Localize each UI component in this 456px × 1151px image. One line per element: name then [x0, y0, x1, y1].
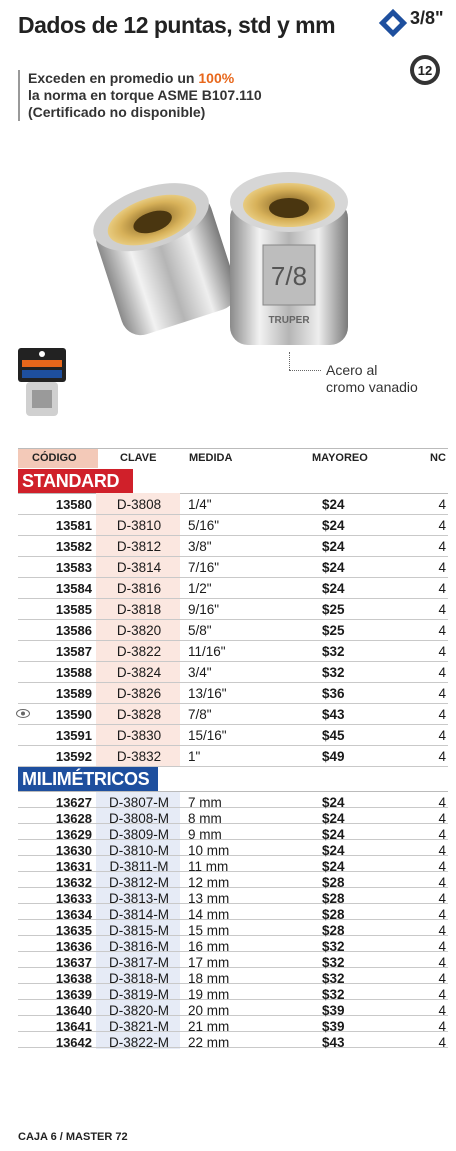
row-nc: 4 — [438, 539, 446, 554]
row-medida: 5/16" — [188, 518, 220, 533]
eye-icon — [16, 709, 30, 718]
row-medida: 15/16" — [188, 728, 227, 743]
row-codigo: 13582 — [55, 539, 92, 554]
table-row — [18, 746, 448, 767]
table-row — [18, 641, 448, 662]
metric-rows — [18, 792, 448, 1048]
row-medida: 21 mm — [188, 1019, 230, 1034]
table-row — [18, 840, 448, 856]
row-medida: 18 mm — [188, 971, 230, 986]
row-precio: $32 — [322, 971, 345, 986]
row-medida: 22 mm — [188, 1035, 230, 1050]
table-row — [18, 792, 448, 808]
row-codigo: 13580 — [55, 497, 92, 512]
table-row — [18, 599, 448, 620]
row-medida: 15 mm — [188, 923, 230, 938]
page-title: Dados de 12 puntas, std y mm — [18, 12, 336, 38]
section-metric: MILIMÉTRICOS — [18, 767, 158, 791]
row-nc: 4 — [438, 907, 446, 922]
row-nc: 4 — [438, 728, 446, 743]
row-nc: 4 — [438, 644, 446, 659]
row-clave: D-3819-M — [108, 987, 170, 1002]
points-badge-text: 12 — [417, 63, 433, 78]
row-codigo: 13638 — [55, 971, 92, 986]
row-nc: 4 — [438, 581, 446, 596]
header-clave: CLAVE — [120, 452, 157, 464]
row-codigo: 13631 — [55, 859, 92, 874]
row-precio: $24 — [322, 581, 345, 596]
row-nc: 4 — [438, 602, 446, 617]
row-codigo: 13589 — [55, 686, 92, 701]
row-nc: 4 — [438, 623, 446, 638]
row-precio: $24 — [322, 843, 345, 858]
row-codigo: 13640 — [55, 1003, 92, 1018]
row-nc: 4 — [438, 843, 446, 858]
row-codigo: 13641 — [55, 1019, 92, 1034]
row-medida: 7/8" — [188, 707, 212, 722]
row-codigo: 13634 — [55, 907, 92, 922]
table-row — [18, 1032, 448, 1048]
table-row — [18, 557, 448, 578]
row-precio: $28 — [322, 891, 345, 906]
row-precio: $32 — [322, 644, 345, 659]
row-codigo: 13591 — [55, 728, 92, 743]
row-codigo: 13635 — [55, 923, 92, 938]
table-row — [18, 808, 448, 824]
table-row — [18, 662, 448, 683]
row-medida: 13 mm — [188, 891, 230, 906]
row-medida: 5/8" — [188, 623, 212, 638]
row-clave: D-3820-M — [108, 1003, 170, 1018]
table-row — [18, 683, 448, 704]
row-clave: D-3820 — [116, 623, 162, 638]
table-row — [18, 888, 448, 904]
table-row — [18, 1016, 448, 1032]
table-row — [18, 968, 448, 984]
row-medida: 16 mm — [188, 939, 230, 954]
socket-front — [230, 172, 348, 345]
claim-highlight: 100% — [198, 70, 235, 86]
table-row — [18, 856, 448, 872]
row-codigo: 13632 — [55, 875, 92, 890]
row-nc: 4 — [438, 971, 446, 986]
row-medida: 9/16" — [188, 602, 220, 617]
row-precio: $24 — [322, 497, 345, 512]
row-clave: D-3810 — [116, 518, 162, 533]
row-clave: D-3807-M — [108, 795, 170, 810]
row-nc: 4 — [438, 891, 446, 906]
callout-line — [289, 352, 290, 370]
row-nc: 4 — [438, 560, 446, 575]
header-mayoreo: MAYOREO — [312, 452, 368, 464]
table-row — [18, 936, 448, 952]
table-row — [18, 536, 448, 557]
row-medida: 1/2" — [188, 581, 212, 596]
table-row — [18, 872, 448, 888]
row-precio: $24 — [322, 539, 345, 554]
row-clave: D-3817-M — [108, 955, 170, 970]
table-header — [18, 448, 448, 468]
row-clave: D-3824 — [116, 665, 162, 680]
row-codigo: 13633 — [55, 891, 92, 906]
table-row — [18, 920, 448, 936]
row-nc: 4 — [438, 749, 446, 764]
row-precio: $24 — [322, 827, 345, 842]
row-clave: D-3830 — [116, 728, 162, 743]
row-nc: 4 — [438, 875, 446, 890]
row-medida: 1" — [188, 749, 201, 764]
row-clave: D-3826 — [116, 686, 162, 701]
drive-size-label: 3/8" — [410, 8, 444, 28]
row-clave: D-3822-M — [108, 1035, 170, 1050]
row-clave: D-3816-M — [108, 939, 170, 954]
row-clave: D-3808 — [116, 497, 162, 512]
table-row — [18, 578, 448, 599]
row-clave: D-3828 — [116, 707, 162, 722]
table-row — [18, 824, 448, 840]
row-codigo: 13642 — [55, 1035, 92, 1050]
row-codigo: 13630 — [55, 843, 92, 858]
row-precio: $25 — [322, 623, 345, 638]
section-standard: STANDARD — [18, 469, 133, 493]
row-clave: D-3818 — [116, 602, 162, 617]
row-precio: $28 — [322, 907, 345, 922]
row-medida: 8 mm — [188, 811, 222, 826]
row-clave: D-3811-M — [109, 859, 169, 874]
row-codigo: 13629 — [55, 827, 92, 842]
row-nc: 4 — [438, 955, 446, 970]
row-medida: 3/8" — [188, 539, 212, 554]
row-precio: $24 — [322, 811, 345, 826]
socket-brand: TRUPER — [268, 315, 310, 326]
row-medida: 1/4" — [188, 497, 212, 512]
claim-line2: la norma en torque ASME B107.110 — [28, 87, 262, 103]
row-precio: $24 — [322, 859, 345, 874]
socket-back — [85, 170, 242, 340]
row-precio: $32 — [322, 939, 345, 954]
row-nc: 4 — [438, 827, 446, 842]
material-line2: cromo vanadio — [326, 379, 418, 395]
row-codigo: 13581 — [55, 518, 92, 533]
row-nc: 4 — [438, 1035, 446, 1050]
row-precio: $28 — [322, 923, 345, 938]
table-row — [18, 704, 448, 725]
row-codigo: 13628 — [55, 811, 92, 826]
claim-line3: (Certificado no disponible) — [28, 104, 206, 120]
row-codigo: 13592 — [55, 749, 92, 764]
row-nc: 4 — [438, 665, 446, 680]
row-precio: $39 — [322, 1003, 345, 1018]
table-row — [18, 952, 448, 968]
socket-engraving: 7/8 — [270, 261, 308, 291]
row-nc: 4 — [438, 518, 446, 533]
row-clave: D-3816 — [116, 581, 162, 596]
row-medida: 13/16" — [188, 686, 227, 701]
row-medida: 11 mm — [188, 859, 229, 874]
row-codigo: 13583 — [55, 560, 92, 575]
row-codigo: 13639 — [55, 987, 92, 1002]
row-precio: $24 — [322, 560, 345, 575]
row-clave: D-3814 — [116, 560, 162, 575]
row-precio: $43 — [322, 1035, 345, 1050]
material-note — [326, 362, 418, 396]
packaging-note: CAJA 6 / MASTER 72 — [18, 1131, 128, 1143]
square-drive-icon — [378, 8, 408, 38]
row-codigo: 13584 — [55, 581, 92, 596]
row-medida: 14 mm — [188, 907, 230, 922]
row-codigo: 13590 — [55, 707, 92, 722]
row-precio: $43 — [322, 707, 345, 722]
row-nc: 4 — [438, 811, 446, 826]
package-thumbnail — [18, 348, 66, 418]
row-codigo: 13587 — [55, 644, 92, 659]
row-precio: $24 — [322, 518, 345, 533]
row-precio: $45 — [322, 728, 345, 743]
row-medida: 7 mm — [188, 795, 222, 810]
row-nc: 4 — [438, 497, 446, 512]
row-codigo: 13588 — [55, 665, 92, 680]
standard-rows — [18, 494, 448, 767]
row-medida: 3/4" — [188, 665, 212, 680]
row-codigo: 13585 — [55, 602, 92, 617]
table-row — [18, 725, 448, 746]
row-clave: D-3815-M — [108, 923, 170, 938]
claim-line1-prefix: Exceden en promedio un — [28, 70, 199, 86]
row-medida: 19 mm — [188, 987, 230, 1002]
table-row — [18, 904, 448, 920]
row-nc: 4 — [438, 923, 446, 938]
row-precio: $32 — [322, 665, 345, 680]
row-medida: 9 mm — [188, 827, 222, 842]
row-precio: $28 — [322, 875, 345, 890]
row-nc: 4 — [438, 939, 446, 954]
row-precio: $36 — [322, 686, 345, 701]
row-nc: 4 — [438, 1003, 446, 1018]
row-medida: 7/16" — [188, 560, 220, 575]
row-precio: $49 — [322, 749, 345, 764]
row-nc: 4 — [438, 686, 446, 701]
row-codigo: 13627 — [55, 795, 92, 810]
row-clave: D-3812-M — [108, 875, 170, 890]
torque-claim — [18, 70, 262, 121]
row-clave: D-3822 — [116, 644, 162, 659]
table-row — [18, 515, 448, 536]
row-medida: 20 mm — [188, 1003, 230, 1018]
callout-line-horizontal — [289, 370, 321, 371]
row-medida: 12 mm — [188, 875, 230, 890]
table-row — [18, 494, 448, 515]
row-precio: $32 — [322, 987, 345, 1002]
row-medida: 11/16" — [188, 644, 226, 659]
row-clave: D-3810-M — [108, 843, 170, 858]
row-clave: D-3809-M — [108, 827, 170, 842]
row-nc: 4 — [438, 987, 446, 1002]
row-clave: D-3832 — [116, 749, 162, 764]
row-medida: 17 mm — [188, 955, 230, 970]
header-nc: NC — [430, 452, 446, 464]
twelve-point-icon — [409, 54, 441, 86]
row-codigo: 13637 — [55, 955, 92, 970]
row-clave: D-3818-M — [108, 971, 170, 986]
socket-product-image — [85, 160, 355, 360]
row-codigo: 13636 — [55, 939, 92, 954]
row-clave: D-3808-M — [108, 811, 170, 826]
table-row — [18, 984, 448, 1000]
table-row — [18, 620, 448, 641]
material-line1: Acero al — [326, 362, 378, 378]
row-clave: D-3821-M — [108, 1019, 170, 1034]
row-precio: $24 — [322, 795, 345, 810]
row-precio: $25 — [322, 602, 345, 617]
row-clave: D-3813-M — [108, 891, 170, 906]
header-codigo: CÓDIGO — [18, 449, 98, 468]
table-row — [18, 1000, 448, 1016]
row-nc: 4 — [438, 1019, 446, 1034]
row-codigo: 13586 — [55, 623, 92, 638]
row-nc: 4 — [438, 795, 446, 810]
row-precio: $39 — [322, 1019, 345, 1034]
row-nc: 4 — [438, 707, 446, 722]
row-medida: 10 mm — [188, 843, 230, 858]
row-clave: D-3812 — [116, 539, 162, 554]
row-precio: $32 — [322, 955, 345, 970]
row-clave: D-3814-M — [108, 907, 170, 922]
header-medida: MEDIDA — [189, 452, 233, 464]
row-nc: 4 — [438, 859, 446, 874]
